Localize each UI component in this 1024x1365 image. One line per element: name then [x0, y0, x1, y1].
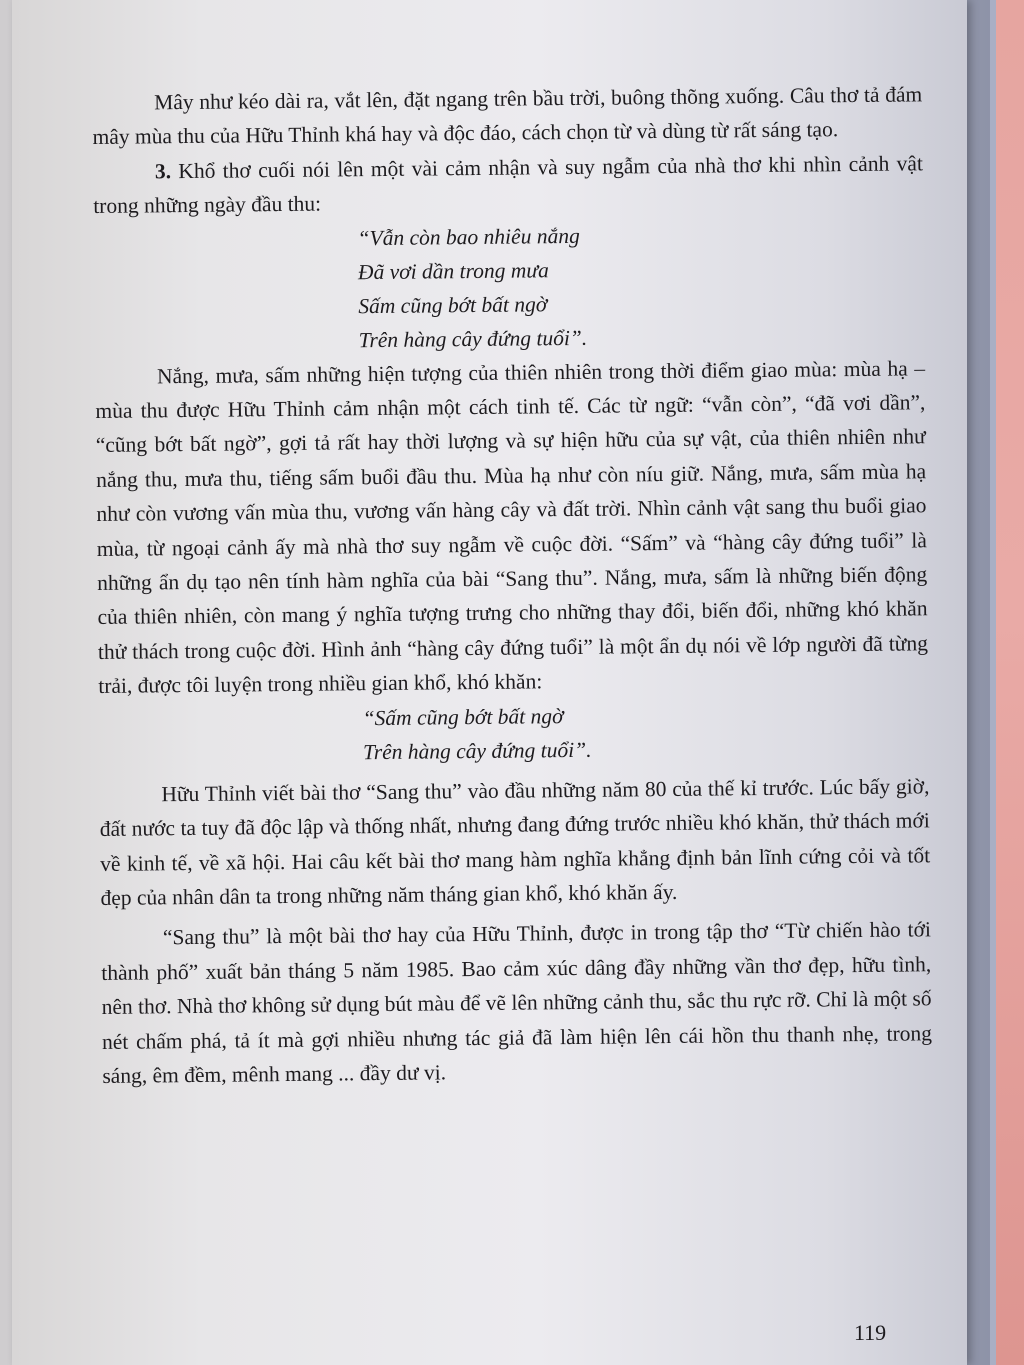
poem-line: “Sấm cũng bớt bất ngờ — [362, 703, 564, 730]
paragraph-last-stanza-intro — [93, 146, 924, 224]
book-page — [12, 0, 967, 1365]
poem-line: Trên hàng cây đứng tuổi”. — [358, 325, 588, 352]
section-number: 3. — [154, 158, 172, 184]
poem-line: “Vẫn còn bao nhiêu nắng — [357, 223, 580, 250]
poem-quote-closing — [362, 695, 929, 769]
page-body-text — [92, 77, 933, 1093]
poem-line: Đã vơi dần trong mưa — [357, 257, 549, 284]
paragraph-last-stanza-intro-text: Khổ thơ cuối nói lên một vài cảm nhận và suy ngẫm của nhà thơ khi nhìn cảnh vật trong những ngày đầu thu: — [93, 151, 923, 219]
paragraph-historical-context: Hữu Thỉnh viết bài thơ “Sang thu” vào đầu những năm 80 của thế kỉ trước. Lúc bấy giờ, đất nước ta tuy đã độc lập và thống nhất, nhưng đang đứng trước nhiều khó khăn, thử thách mới về kinh tế, về xã hội. Hai câu kết bài thơ mang hàm nghĩa khẳng định bản lĩnh cứng cỏi và tốt đẹp của nhân dân ta trong những năm tháng gian khổ, khó khăn ấy. — [99, 773, 931, 910]
poem-line: Trên hàng cây đứng tuổi”. — [362, 737, 592, 764]
paragraph-conclusion: “Sang thu” là một bài thơ hay của Hữu Thỉnh, được in trong tập thơ “Từ chiến hào tới thành phố” xuất bản tháng 5 năm 1985. Bao cảm xúc dâng đầy những vần thơ đẹp, hữu tình, nên thơ. Nhà thơ không sử dụng bút màu để vẽ lên những cảnh thu, sắc thu rực rỡ. Chỉ là một số nét chấm phá, tả ít mà gợi nhiều nhưng tác giả đã làm hiện lên cái hồn thu thanh nhẹ, trong sáng, êm đềm, mênh mang ... đầy dư vị. — [101, 917, 933, 1088]
poem-quote-stanza — [357, 215, 924, 357]
paragraph-analysis: Nắng, mưa, sấm những hiện tượng của thiên nhiên trong thời điểm giao mùa: mùa hạ – mùa thu được Hữu Thỉnh cảm nhận một cách tinh tế. Các từ ngữ: “vẫn còn”, “đã vơi dần”, “cũng bớt bất ngờ”, gợi tả rất hay thời lượng và sự hiện hữu của sự vật, của thiên nhiên như nắng thu, mưa thu, tiếng sấm buổi đầu thu. Mùa hạ như còn níu giữ. Nắng, mưa, sấm mùa hạ như còn vương vấn mùa thu, vương vấn hàng cây và đất trời. Nhìn cảnh vật sang thu buổi giao mùa, từ ngoại cảnh ấy mà nhà thơ suy ngẫm về cuộc đời. “Sấm” và “hàng cây đứng tuổi” là những ẩn dụ tạo nên tính hàm nghĩa của bài “Sang thu”. Nắng, mưa, sấm là những biến động của thiên nhiên, còn mang ý nghĩa tượng trưng cho những thay đổi, biến đổi, những khó khăn thử thách trong cuộc đời. Hình ảnh “hàng cây đứng tuổi” là một ẩn dụ nói về lớp người đã từng trải, được tôi luyện trong nhiều gian khổ, khó khăn: — [95, 355, 929, 699]
page-number: 119 — [854, 1320, 887, 1345]
poem-line: Sấm cũng bớt bất ngờ — [358, 291, 548, 318]
paragraph-clouds: Mây như kéo dài ra, vắt lên, đặt ngang trên bầu trời, buông thõng xuống. Câu thơ tả đám mây mùa thu của Hữu Thỉnh khá hay và độc đáo, cách chọn từ và dùng từ rất sáng tạo. — [92, 82, 923, 150]
